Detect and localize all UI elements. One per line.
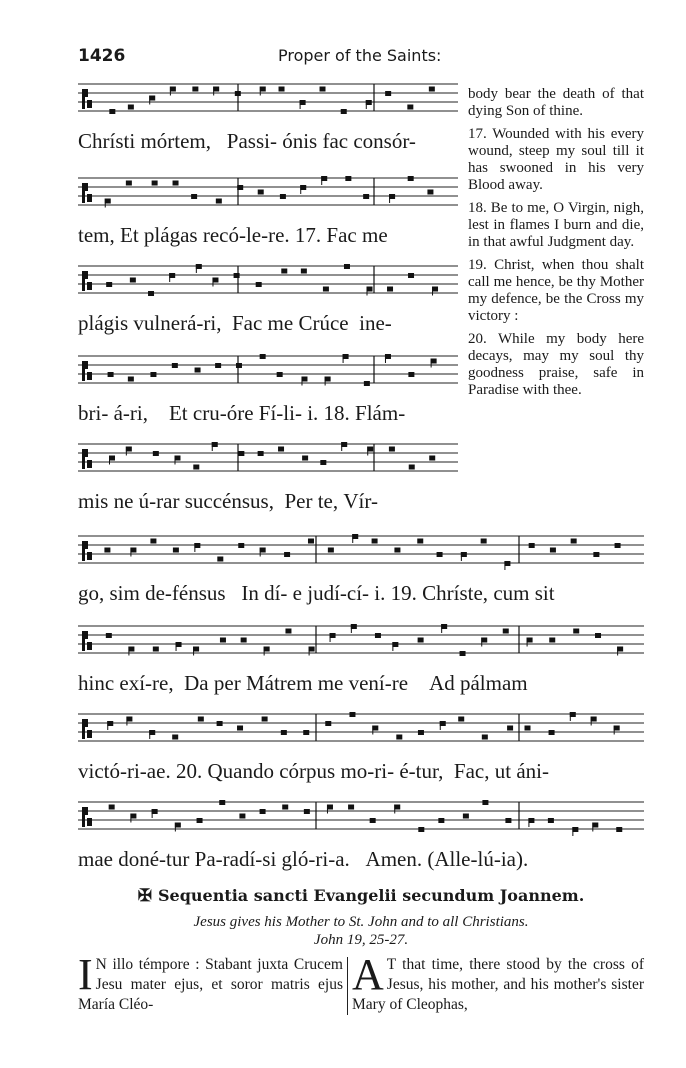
- neume: [503, 629, 509, 634]
- running-title: Proper of the Saints:: [278, 46, 442, 65]
- clef-icon: [82, 541, 92, 561]
- gospel-title: Sequentia sancti Evangelii secundum Joannem.: [157, 886, 585, 905]
- neume: [375, 633, 381, 638]
- neume: [615, 543, 621, 548]
- chant-lyric: tem, Et plágas recó-le-re. 17. Fac me: [78, 223, 388, 247]
- neume: [198, 717, 204, 722]
- neume: [427, 190, 433, 195]
- neume: [128, 377, 134, 382]
- column-divider: [347, 957, 348, 1015]
- neume: [387, 287, 393, 292]
- gospel-subtitle-block: [78, 913, 644, 949]
- english-text: T that time, there stood by the cross of Jesus, his mother, and his mother's sister Mary of Cleophas,: [352, 956, 644, 1013]
- neume: [284, 552, 290, 557]
- chant-lyric: mae doné-tur Pa-radí-si gló-ri-a. Amen. (Alle-lú-ia).: [78, 847, 529, 871]
- neume: [195, 368, 201, 373]
- neume: [344, 264, 350, 269]
- neume: [418, 827, 424, 832]
- translation-stanza: 19. Christ, when thou shalt call me hence, be thy Mother my defence, be the Cross my victory :: [468, 257, 644, 324]
- neume: [429, 87, 435, 92]
- music-staff: [78, 440, 458, 480]
- music-staff: [78, 262, 458, 302]
- chant-line-4: [78, 352, 458, 426]
- gospel-heading: [78, 886, 644, 906]
- neume: [108, 372, 114, 377]
- neume: [482, 800, 488, 805]
- neume: [349, 712, 355, 717]
- neume: [549, 730, 555, 735]
- clef-icon: [82, 271, 92, 291]
- neume: [389, 447, 395, 452]
- neume: [372, 539, 378, 544]
- neume: [418, 638, 424, 643]
- music-staff: [78, 710, 644, 750]
- music-staff: [78, 352, 458, 392]
- music-staff: [78, 174, 458, 214]
- chant-line-8: [78, 710, 644, 784]
- translation-stanza: 20. While my body here decays, may my soul thy goodness praise, safe in Paradise with thee.: [468, 331, 644, 398]
- neume: [172, 735, 178, 740]
- chant-lyric: victó-ri-ae. 20. Quando córpus mo-ri- é-tur, Fac, ut áni-: [78, 759, 549, 783]
- neume: [109, 805, 115, 810]
- music-staff: [78, 532, 644, 572]
- neume: [152, 181, 158, 186]
- chant-lyric: go, sim de-fénsus In dí- e judí-cí- i. 19. Chríste, cum sit: [78, 581, 555, 605]
- neume: [394, 548, 400, 553]
- neume: [302, 456, 308, 461]
- neume: [460, 651, 466, 656]
- neume: [285, 629, 291, 634]
- neume: [238, 543, 244, 548]
- clef-icon: [82, 807, 92, 827]
- neume: [573, 629, 579, 634]
- chant-line-3: [78, 262, 458, 336]
- neume: [215, 363, 221, 368]
- neume: [126, 181, 132, 186]
- neume: [308, 539, 314, 544]
- cross-icon: ✠: [137, 886, 152, 906]
- neume: [548, 818, 554, 823]
- neume: [104, 548, 110, 553]
- page-number: 1426: [78, 46, 126, 66]
- english-dropcap: A: [352, 950, 384, 999]
- translation-stanza: 17. Wounded with his every wound, steep my soul till it has swooned in his very Blood away.: [468, 126, 644, 193]
- latin-dropcap: I: [78, 950, 93, 999]
- neume: [260, 809, 266, 814]
- neume: [197, 818, 203, 823]
- english-column: [352, 950, 644, 1015]
- neume: [325, 721, 331, 726]
- neume: [173, 181, 179, 186]
- clef-icon: [82, 719, 92, 739]
- neume: [407, 105, 413, 110]
- neume: [281, 269, 287, 274]
- neume: [220, 638, 226, 643]
- neume: [280, 194, 286, 199]
- neume: [216, 199, 222, 204]
- neume: [481, 539, 487, 544]
- neume: [525, 726, 531, 731]
- neume: [550, 548, 556, 553]
- neume: [173, 548, 179, 553]
- neume: [153, 451, 159, 456]
- neume: [463, 814, 469, 819]
- neume: [370, 818, 376, 823]
- chant-line-7: [78, 622, 644, 696]
- neume: [282, 805, 288, 810]
- neume: [191, 194, 197, 199]
- neume: [320, 87, 326, 92]
- neume: [219, 800, 225, 805]
- neume: [217, 557, 223, 562]
- neume: [437, 552, 443, 557]
- music-staff: [78, 622, 644, 662]
- neume: [408, 273, 414, 278]
- chant-lyric: plágis vulnerá-ri, Fac me Crúce ine-: [78, 311, 392, 335]
- neume: [239, 814, 245, 819]
- neume: [153, 647, 159, 652]
- translation-column: [468, 86, 644, 405]
- clef-icon: [82, 361, 92, 381]
- neume: [364, 381, 370, 386]
- neume: [320, 460, 326, 465]
- neume: [262, 717, 268, 722]
- neume: [109, 109, 115, 114]
- clef-icon: [82, 89, 92, 109]
- neume: [193, 465, 199, 470]
- neume: [237, 726, 243, 731]
- neume: [236, 363, 242, 368]
- neume: [172, 363, 178, 368]
- neume: [348, 805, 354, 810]
- neume: [277, 372, 283, 377]
- neume: [408, 372, 414, 377]
- neume: [417, 539, 423, 544]
- neume: [238, 451, 244, 456]
- neume: [408, 176, 414, 181]
- chant-line-2: [78, 174, 458, 248]
- neume: [256, 282, 262, 287]
- neume: [148, 291, 154, 296]
- neume: [505, 818, 511, 823]
- page-header: [78, 46, 644, 68]
- neume: [507, 726, 513, 731]
- neume: [595, 633, 601, 638]
- neume: [281, 730, 287, 735]
- chant-line-6: [78, 532, 644, 606]
- chant-line-1: [78, 80, 458, 154]
- neume: [363, 194, 369, 199]
- neume: [328, 548, 334, 553]
- chant-line-5: [78, 440, 458, 514]
- music-staff: [78, 80, 458, 120]
- neume: [549, 638, 555, 643]
- translation-stanza: body bear the death of that dying Son of thine.: [468, 86, 644, 119]
- neume: [396, 735, 402, 740]
- neume: [106, 633, 112, 638]
- neume: [418, 730, 424, 735]
- neume: [106, 282, 112, 287]
- neume: [241, 638, 247, 643]
- music-staff: [78, 798, 644, 838]
- chant-lyric: Chrísti mórtem, Passi- ónis fac consór-: [78, 129, 416, 153]
- translation-stanza: 18. Be to me, O Virgin, nigh, lest in flames I burn and die, in that awful Judgment day.: [468, 200, 644, 250]
- neume: [258, 451, 264, 456]
- neume: [278, 447, 284, 452]
- neume: [438, 818, 444, 823]
- chant-lyric: bri- á-ri, Et cru-óre Fí-li- i. 18. Flám-: [78, 401, 406, 425]
- chant-lyric: hinc exí-re, Da per Mátrem me vení-re Ad pálmam: [78, 671, 528, 695]
- neume: [341, 109, 347, 114]
- neume: [150, 539, 156, 544]
- neume: [234, 273, 240, 278]
- neume: [130, 278, 136, 283]
- neume: [323, 287, 329, 292]
- clef-icon: [82, 449, 92, 469]
- neume: [345, 176, 351, 181]
- latin-column: [78, 950, 343, 1015]
- neume: [150, 372, 156, 377]
- neume: [279, 87, 285, 92]
- gospel-subtitle: Jesus gives his Mother to St. John and to all Christians.: [193, 914, 529, 930]
- latin-text: N illo témpore : Stabant juxta Crucem Jesu mater ejus, et soror matris ejus María Cléo-: [78, 956, 343, 1013]
- neume: [458, 717, 464, 722]
- clef-icon: [82, 183, 92, 203]
- neume: [128, 105, 134, 110]
- clef-icon: [82, 631, 92, 651]
- neume: [303, 730, 309, 735]
- neume: [385, 91, 391, 96]
- neume: [217, 721, 223, 726]
- neume: [482, 735, 488, 740]
- neume: [258, 190, 264, 195]
- neume: [301, 269, 307, 274]
- neume: [260, 354, 266, 359]
- neume: [616, 827, 622, 832]
- neume: [571, 539, 577, 544]
- neume: [409, 465, 415, 470]
- neume: [529, 543, 535, 548]
- neume: [192, 87, 198, 92]
- gospel-reference: John 19, 25-27.: [313, 932, 409, 948]
- chant-line-9: [78, 798, 644, 872]
- neume: [429, 456, 435, 461]
- neume: [593, 552, 599, 557]
- chant-lyric: mis ne ú-rar succénsus, Per te, Vír-: [78, 489, 378, 513]
- neume: [304, 809, 310, 814]
